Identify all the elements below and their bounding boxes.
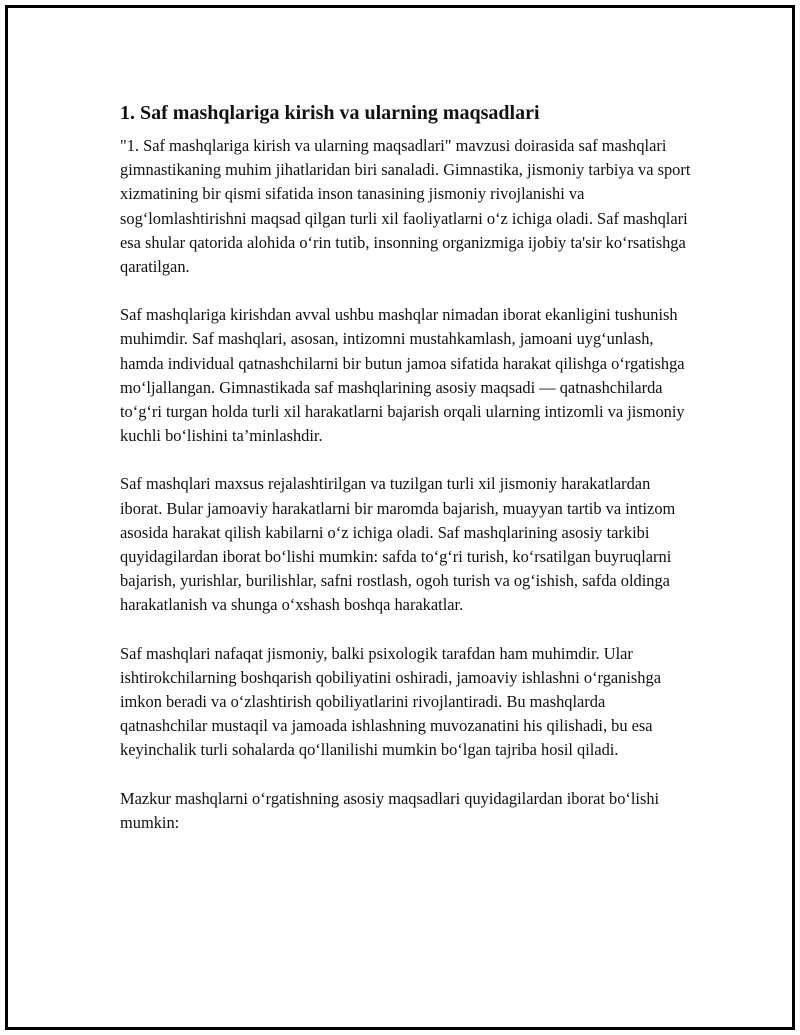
- paragraph-4: Saf mashqlari nafaqat jismoniy, balki psixologik tarafdan ham muhimdir. Ular ishtirokchilarning boshqarish qobiliyatini oshiradi, jamoaviy ishlashni o‘rganishga imkon beradi va o‘zlashtirish qobiliyatlarini rivojlantiradi. Bu mashqlarda qatnashchilar mustaqil va jamoada ishlashning muvozanatini his qilishadi, bu esa keyinchalik turli sohalarda qo‘llanilishi mumkin bo‘lgan tajriba hosil qiladi.: [120, 643, 661, 760]
- paragraph-5: Mazkur mashqlarni o‘rgatishning asosiy maqsadlari quyidagilardan iborat bo‘lishi mumkin:: [120, 788, 660, 832]
- document-body: [120, 100, 695, 859]
- paragraph-1: "1. Saf mashqlariga kirish va ularning maqsadlari" mavzusi doirasida saf mashqlari gimnastikaning muhim jihatlaridan biri sanaladi. Gimnastika, jismoniy tarbiya va sport xizmatining bir qismi sifatida inson tanasining jismoniy rivojlanishi va sog‘lomlashtirishni maqsad qilgan turli xil faoliyatlarni o‘z ichiga oladi. Saf mashqlari esa shular qatorida alohida o‘rin tutib, insonning organizmiga ijobiy ta'sir ko‘rsatishga qaratilgan.: [120, 136, 691, 277]
- paragraph-3: Saf mashqlari maxsus rejalashtirilgan va tuzilgan turli xil jismoniy harakatlardan iborat. Bular jamoaviy harakatlarni bir maromda bajarish, muayyan tartib va intizom asosida harakat qilish kabilarni o‘z ichiga oladi. Saf mashqlarining asosiy tarkibi quyidagilardan iborat bo‘lishi mumkin: safda to‘g‘ri turish, ko‘rsatilgan buyruqlarni bajarish, yurishlar, burilishlar, safni rostlash, ogoh turish va og‘ishish, safda oldinga harakatlanish va shunga o‘xshash boshqa harakatlar.: [120, 474, 676, 615]
- document-page: [5, 5, 795, 1030]
- section-heading: 1. Saf mashqlariga kirish va ularning maqsadlari: [120, 102, 540, 124]
- paragraph-2: Saf mashqlariga kirishdan avval ushbu mashqlar nimadan iborat ekanligini tushunish muhimdir. Saf mashqlari, asosan, intizomni mustahkamlash, jamoani uyg‘unlash, hamda individual qatnashchilarni bir butun jamoa sifatida harakat qilishga o‘rgatishga mo‘ljallangan. Gimnastikada saf mashqlarining asosiy maqsadi — qatnashchilarda to‘g‘ri turgan holda turli xil harakatlarni bajarish orqali ularning intizomli va jismoniy kuchli bo‘lishini ta’minlashdir.: [120, 305, 685, 446]
